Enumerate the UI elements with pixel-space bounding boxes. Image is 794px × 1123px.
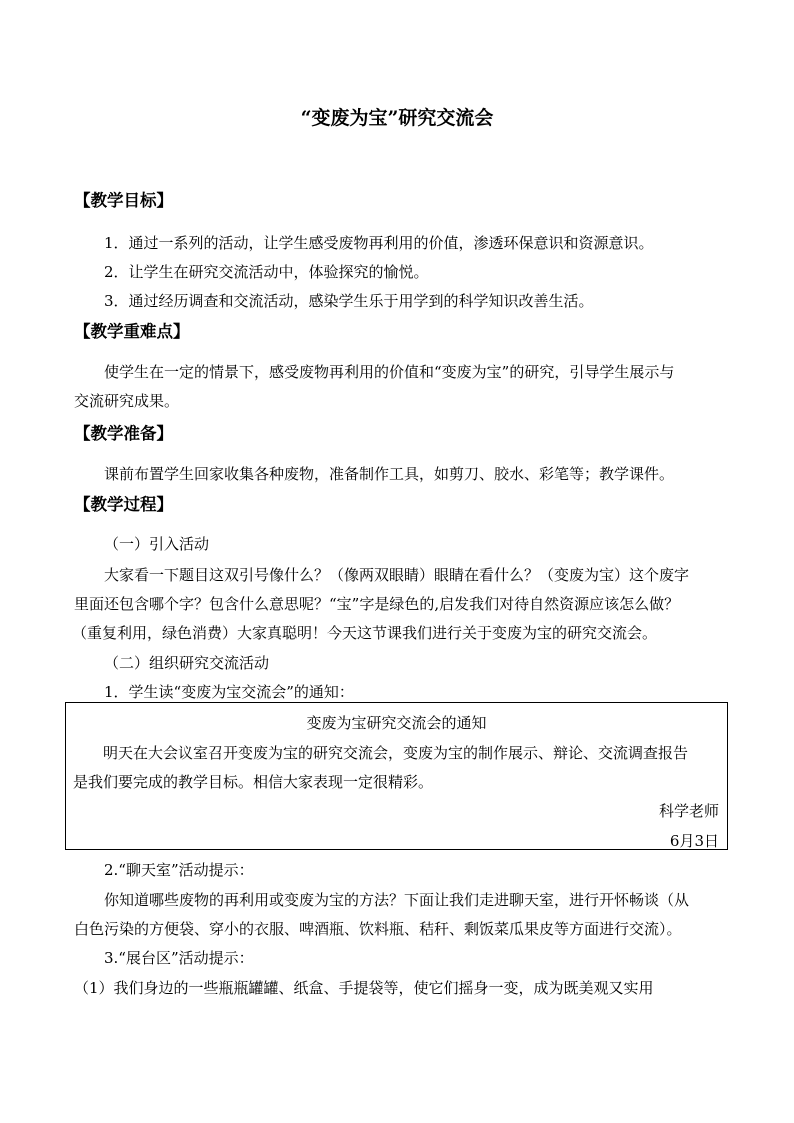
notice-signature: 科学老师	[658, 802, 719, 820]
item3-text: （1）我们身边的一些瓶瓶罐罐、纸盒、手提袋等，使它们摇身一变，成为既美观又实用	[74, 979, 654, 997]
document-title: “变废为宝”研究交流会	[300, 107, 494, 129]
notice-line: 明天在大会议室召开变废为宝的研究交流会，变废为宝的制作展示、辩论、交流调查报告	[103, 744, 689, 762]
preparation-heading: 【教学准备】	[74, 424, 173, 443]
goal-item: 1．通过一系列的活动，让学生感受废物再利用的价值，渗透环保意识和资源意识。	[104, 234, 654, 252]
preparation-line: 课前布置学生回家收集各种废物，准备制作工具，如剪刀、胶水、彩笔等；教学课件。	[104, 465, 675, 483]
goal-item: 3．通过经历调查和交流活动，感染学生乐于用学到的科学知识改善生活。	[104, 292, 594, 310]
notice-line: 是我们要完成的教学目标。相信大家表现一定很精彩。	[73, 773, 434, 791]
part1-line: 大家看一下题目这双引号像什么？（像两双眼睛）眼睛在看什么？（变废为宝）这个废字	[104, 566, 690, 584]
goals-heading: 【教学目标】	[74, 191, 173, 210]
item1-line: 1．学生读“变废为宝交流会”的通知：	[104, 683, 354, 701]
notice-title: 变废为宝研究交流会的通知	[306, 714, 487, 732]
notice-box	[65, 702, 728, 850]
item2-line: 2.“聊天室”活动提示：	[104, 861, 254, 879]
notice-date: 6月3日	[669, 832, 719, 850]
part1-line: （重复利用，绿色消费）大家真聪明！今天这节课我们进行关于变废为宝的研究交流会。	[72, 624, 658, 642]
part2-label: （二）组织研究交流活动	[104, 654, 270, 672]
key-points-line: 使学生在一定的情景下，感受废物再利用的价值和“变废为宝”的研究，引导学生展示与	[104, 363, 675, 381]
key-points-heading: 【教学重难点】	[74, 322, 190, 341]
part1-label: （一）引入活动	[104, 535, 210, 553]
process-heading: 【教学过程】	[74, 495, 173, 514]
part1-line: 里面还包含哪个字？包含什么意思呢？“宝”字是绿色的,启发我们对待自然资源应该怎么做？	[74, 595, 680, 613]
item2-text: 白色污染的方便袋、穿小的衣服、啤酒瓶、饮料瓶、秸秆、剩饭菜瓜果皮等方面进行交流）。	[74, 920, 682, 938]
goal-item: 2．让学生在研究交流活动中，体验探究的愉悦。	[104, 263, 429, 281]
key-points-line: 交流研究成果。	[74, 392, 180, 410]
item2-text: 你知道哪些废物的再利用或变废为宝的方法？下面让我们走进聊天室，进行开怀畅谈（从	[104, 891, 690, 909]
item3-line: 3.“展台区”活动提示：	[104, 949, 254, 967]
